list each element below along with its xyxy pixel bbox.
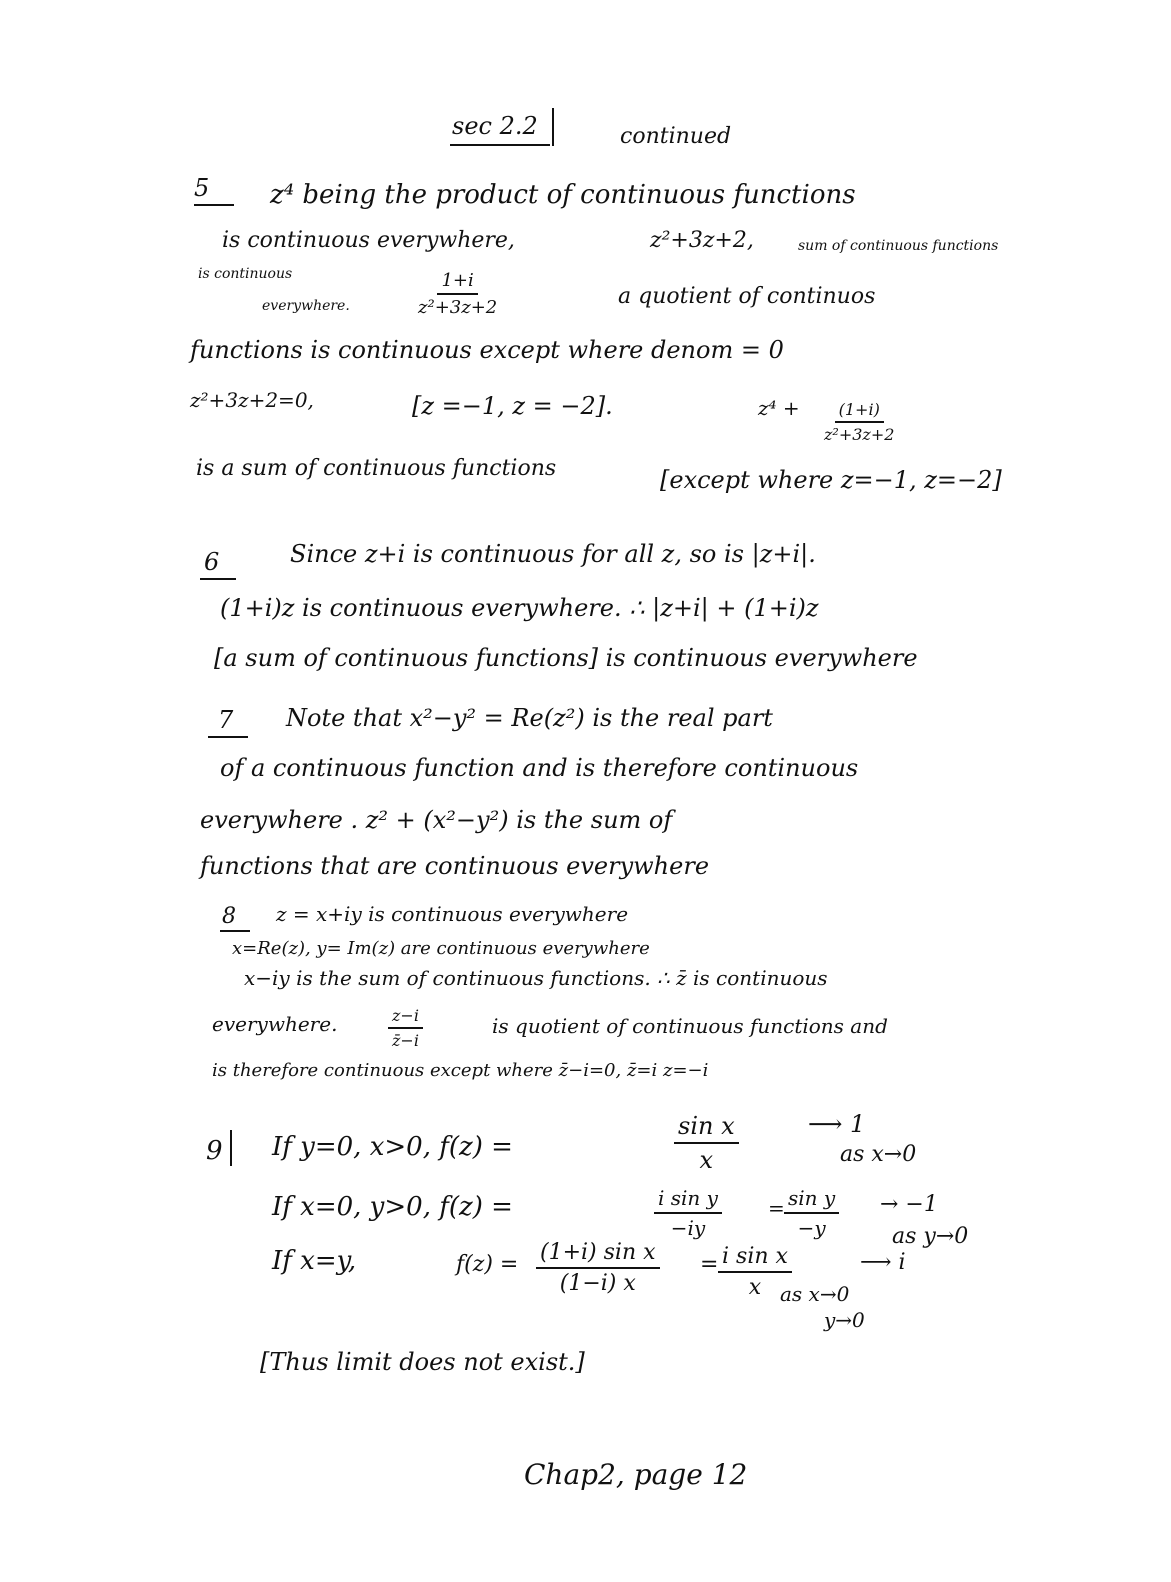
problem-6-number: 6 (204, 548, 220, 576)
p8-fraction-den: z̄−i (392, 1031, 419, 1050)
p8-line-1: z = x+iy is continuous everywhere (276, 902, 629, 926)
p9-row-2-limit: → −1 (880, 1192, 938, 1217)
p8-line-4b: is quotient of continuous functions and (492, 1014, 888, 1038)
p8-line-3: x−iy is the sum of continuous functions. ∴ z̄ is continuous (244, 966, 828, 990)
p9-row-2-num-1: i sin y (654, 1186, 722, 1214)
p6-line-1: Since z+i is continuous for all z, so is |z+i|. (290, 540, 816, 568)
p8-fraction (388, 1006, 423, 1050)
p5-line-6b: [except where z=−1, z=−2] (660, 466, 1002, 494)
problem-9-number: 9 (206, 1136, 223, 1166)
problem-7-number: 7 (218, 706, 234, 734)
p9-row-1-num: sin x (674, 1112, 739, 1144)
p6-line-3: [a sum of continuous functions] is continuous everywhere (214, 644, 918, 672)
p5-line-3a: is continuous (198, 266, 293, 282)
p7-line-4: functions that are continuous everywhere (200, 852, 710, 880)
p5-line-6a: is a sum of continuous functions (196, 456, 557, 481)
p5-line-5a: z²+3z+2=0, (190, 388, 314, 412)
p5-line-2a: is continuous everywhere, (222, 228, 515, 253)
problem-9-marker (230, 1130, 232, 1166)
problem-8-number: 8 (222, 904, 236, 929)
p9-row-2-eq: = (768, 1196, 785, 1220)
p8-line-4a: everywhere. (212, 1012, 338, 1036)
p5-line-2c: sum of continuous functions (798, 238, 999, 254)
p9-row-3-f: f(z) = (456, 1252, 519, 1277)
section-label: sec 2.2 (452, 112, 538, 140)
p9-row-1-limit: ⟶ 1 (808, 1110, 866, 1138)
continued-label: continued (620, 124, 732, 149)
p5-fraction-2-num: (1+i) (835, 400, 884, 423)
p9-row-1-case: If y=0, x>0, f(z) = (272, 1132, 513, 1162)
p9-row-3-num-1: (1+i) sin x (536, 1240, 660, 1269)
p9-row-3-eq: = (700, 1252, 719, 1277)
p9-row-3-fraction-1 (536, 1240, 660, 1296)
p7-line-3: everywhere . z² + (x²−y²) is the sum of (200, 806, 673, 834)
p7-line-1: Note that x²−y² = Re(z²) is the real part (286, 704, 773, 732)
p5-fraction-2 (820, 400, 898, 444)
p5-line-3b: everywhere. (262, 298, 350, 314)
p8-line-5: is therefore continuous except where z̄−i=0, z̄=i z=−i (212, 1060, 709, 1081)
p9-row-2-fraction-2 (784, 1186, 839, 1240)
p5-fraction-1-den: z²+3z+2 (418, 297, 498, 318)
problem-5-marker (194, 204, 234, 206)
page-footer: Chap2, page 12 (524, 1458, 748, 1491)
p8-line-2: x=Re(z), y= Im(z) are continuous everywhere (232, 938, 650, 959)
p9-row-3-as-y: y→0 (824, 1308, 865, 1332)
section-bar (552, 108, 554, 146)
problem-5-number: 5 (194, 174, 210, 202)
p9-row-2-den-2: −y (797, 1216, 826, 1240)
p9-row-3-den-2: x (748, 1275, 762, 1300)
p5-line-5c: z⁴ + (758, 396, 800, 420)
p9-row-3-num-2: i sin x (718, 1244, 792, 1273)
p6-line-2: (1+i)z is continuous everywhere. ∴ |z+i| + (1+i)z (220, 594, 819, 622)
p9-row-3-den-1: (1−i) x (559, 1271, 636, 1296)
p9-row-1-as: as x→0 (840, 1142, 917, 1167)
p9-row-2-case: If x=0, y>0, f(z) = (272, 1192, 513, 1222)
p9-row-3-limit: ⟶ i (860, 1250, 906, 1275)
p9-row-2-num-2: sin y (784, 1186, 839, 1214)
p5-line-1: z⁴ being the product of continuous functions (270, 180, 856, 210)
p8-fraction-num: z−i (388, 1006, 423, 1029)
problem-7-marker (208, 736, 248, 738)
section-underline (450, 144, 550, 146)
p9-row-2-den-1: −iy (670, 1216, 706, 1240)
p9-row-1-den: x (699, 1146, 714, 1174)
p9-row-3-as: as x→0 (780, 1282, 850, 1306)
p9-conclusion: [Thus limit does not exist.] (260, 1348, 585, 1376)
problem-8-marker (220, 930, 250, 932)
p7-line-2: of a continuous function and is therefore continuous (220, 754, 859, 782)
p5-fraction-2-den: z²+3z+2 (824, 425, 895, 444)
p9-row-2-fraction-1 (654, 1186, 722, 1240)
p5-line-5b: [z =−1, z = −2]. (412, 392, 613, 420)
p9-row-2-as: as y→0 (892, 1224, 969, 1249)
p5-line-4: functions is continuous except where denom = 0 (190, 336, 784, 364)
p9-row-1-fraction (674, 1112, 739, 1174)
problem-6-marker (200, 578, 236, 580)
p9-row-3-case: If x=y, (272, 1246, 357, 1276)
p5-line-3c: a quotient of continuos (618, 284, 876, 309)
p5-fraction-1 (414, 270, 501, 318)
p5-fraction-1-num: 1+i (437, 270, 477, 295)
p5-line-2b: z²+3z+2, (650, 228, 754, 253)
